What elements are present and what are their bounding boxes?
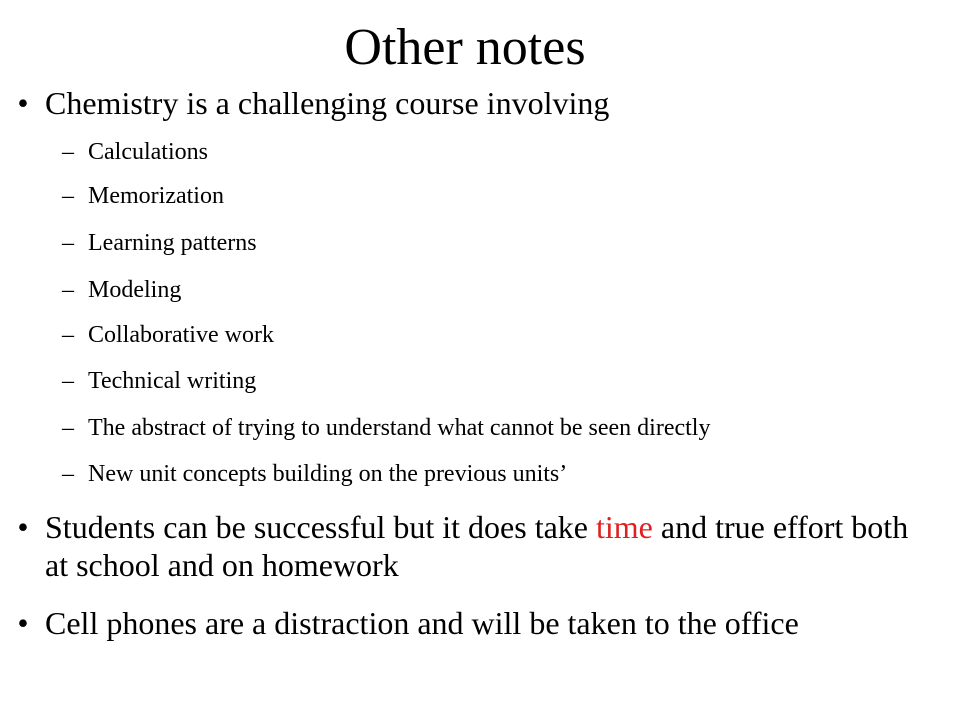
subitem-abstract [62, 413, 942, 443]
subitem-collaborative-work [62, 320, 942, 350]
sub-marker: – [62, 415, 74, 441]
bullet-text: Chemistry is a challenging course involving [45, 85, 610, 121]
subitem-text: Technical writing [88, 368, 257, 394]
bullet-text [45, 508, 928, 584]
bullet-cell-phones [8, 604, 928, 642]
sub-marker: – [62, 368, 74, 394]
bullet-marker: • [17, 509, 29, 545]
subitem-text: The abstract of trying to understand what cannot be seen directly [88, 415, 711, 441]
sub-marker: – [62, 230, 74, 256]
subitem-text: Calculations [88, 139, 208, 165]
bullet-marker: • [17, 605, 29, 641]
subitem-learning-patterns [62, 228, 942, 258]
sub-marker: – [62, 322, 74, 348]
bullet-students-successful [8, 508, 928, 584]
subitem-calculations [62, 137, 942, 167]
subitem-technical-writing [62, 366, 942, 396]
subitem-memorization [62, 181, 942, 211]
highlight-time: time [595, 509, 653, 545]
bullet-chemistry [8, 84, 928, 122]
sub-marker: – [62, 461, 74, 487]
sub-marker: – [62, 139, 74, 165]
subitem-new-unit-concepts [62, 459, 942, 489]
subitem-text: Modeling [88, 277, 182, 303]
sub-marker: – [62, 277, 74, 303]
bullet-text-before: Students can be successful but it does take [45, 509, 596, 545]
subitem-text: Memorization [88, 183, 224, 209]
slide-title: Other notes [344, 19, 586, 76]
bullet-text: Cell phones are a distraction and will be taken to the office [45, 605, 799, 641]
bullet-marker: • [17, 85, 29, 121]
bullet-text-after: and true effort both at school and on homework [45, 509, 909, 583]
sub-marker: – [62, 183, 74, 209]
subitem-text: New unit concepts building on the previous units’ [88, 461, 568, 487]
subitem-modeling [62, 275, 942, 305]
subitem-text: Learning patterns [88, 230, 257, 256]
subitem-text: Collaborative work [88, 322, 274, 348]
